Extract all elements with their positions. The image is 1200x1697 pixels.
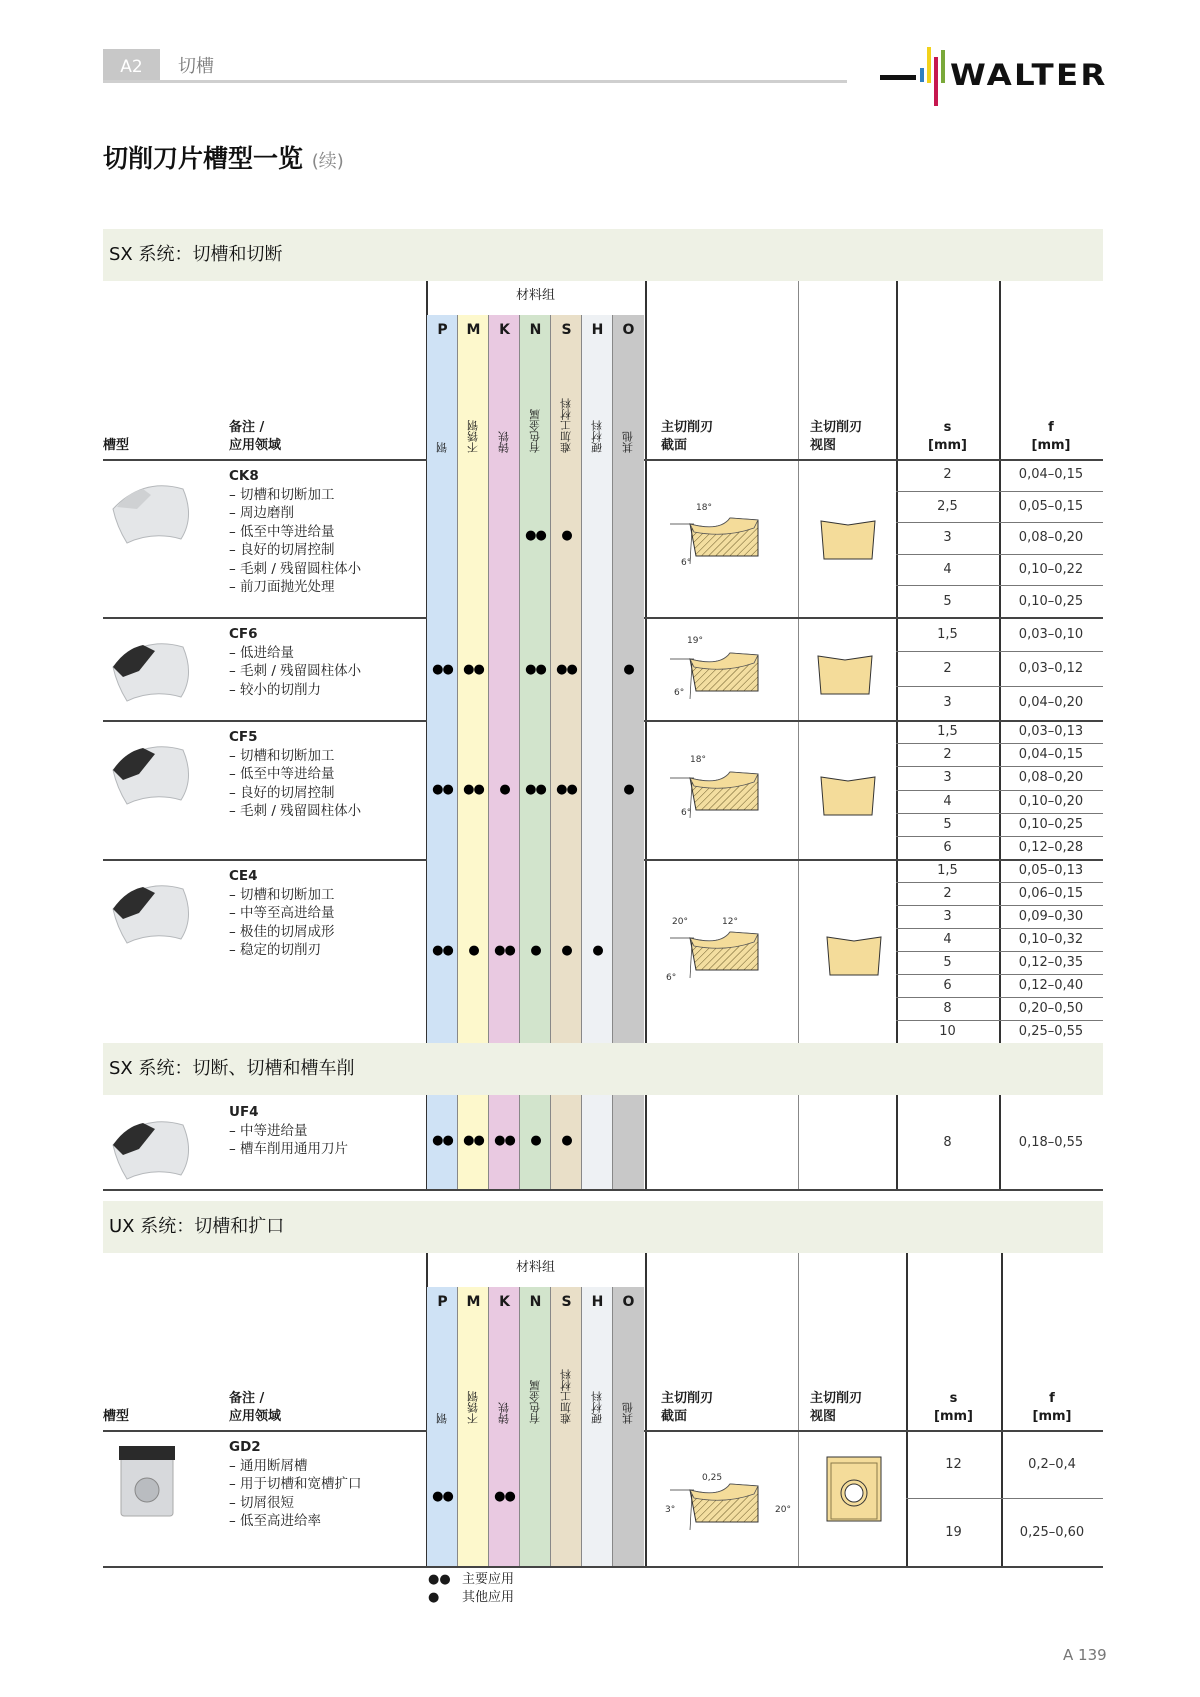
material-letter-m: M: [466, 1294, 481, 1310]
usage-dots-s: ●: [561, 528, 572, 543]
feed-f-cell: 0,03–0,13: [1018, 724, 1084, 740]
usage-dots-h: ●: [592, 943, 603, 958]
material-letter-n: N: [529, 1294, 542, 1310]
feed-f-cell: 0,04–0,15: [1018, 467, 1084, 483]
angle-label: 12°: [722, 917, 738, 927]
usage-dots-p: ●●: [432, 782, 453, 797]
col-header-view-2: 视图: [810, 438, 837, 453]
insert-description: [229, 625, 361, 699]
col-header-section-2: 截面: [661, 1409, 688, 1424]
angle-label: 6°: [674, 688, 685, 698]
usage-dots-m: ●: [468, 943, 479, 958]
col-header-s: s: [943, 420, 952, 435]
usage-dots-n: ●: [530, 943, 541, 958]
legend-item-other: ● 其他应用: [428, 1590, 515, 1605]
logo-text: WALTER: [950, 58, 1108, 92]
size-s-cell: 2: [943, 747, 952, 763]
size-s-cell: 5: [943, 955, 952, 970]
note-item: – 毛刺 / 残留圆柱体小: [229, 803, 362, 819]
material-name-h: 硬材料: [590, 420, 604, 453]
note-item: – 槽车削用通用刀片: [229, 1141, 349, 1157]
usage-dots-n: ●●: [525, 662, 546, 677]
material-name-s: 难加工材料: [559, 1369, 573, 1424]
geometry-code: UF4: [229, 1104, 259, 1120]
feed-f-cell: 0,10–0,22: [1018, 562, 1084, 578]
note-item: – 低进给量: [229, 644, 295, 661]
insert-image-cf6: [103, 627, 198, 707]
insert-description: [229, 1103, 348, 1159]
chapter-title: 切槽: [178, 56, 214, 77]
geometry-code: GD2: [229, 1439, 261, 1455]
material-group-label: 材料组: [515, 1260, 555, 1275]
col-header-view-1: 主切削刃: [810, 1391, 863, 1406]
usage-dots-s: ●●: [556, 662, 577, 677]
chapter-badge: A2: [103, 49, 160, 82]
note-item: – 低至中等进给量: [229, 766, 335, 782]
col-header-notes-1: 备注 /: [229, 1391, 265, 1406]
col-header-s-unit: [mm]: [934, 1409, 973, 1424]
material-name-n: 有色金属: [528, 1380, 542, 1424]
material-name-o: 其他: [621, 431, 635, 453]
material-name-p: 钢: [435, 1413, 449, 1424]
page-title-sub: (续): [311, 151, 344, 172]
feed-f-cell: 0,08–0,20: [1018, 770, 1084, 786]
size-s-cell: 6: [943, 839, 952, 855]
insert-image-uf4: [103, 1105, 198, 1185]
material-letter-s: S: [561, 322, 572, 338]
col-header-f: f: [1048, 420, 1054, 435]
note-item: – 稳定的切削刃: [229, 942, 322, 958]
insert-description: [229, 467, 361, 597]
usage-dots-k: ●●: [494, 943, 515, 958]
size-s-cell: 12: [945, 1456, 962, 1472]
geometry-code: CK8: [229, 468, 259, 484]
usage-dots-m: ●●: [463, 1133, 484, 1148]
page-number: A 139: [1063, 1646, 1107, 1664]
col-header-type: 槽型: [103, 1409, 130, 1424]
material-letter-p: P: [437, 1294, 448, 1310]
usage-dots-s: ●●: [556, 782, 577, 797]
section-title-ux: UX 系统：切槽和扩口: [103, 1201, 1103, 1253]
page-title-main: 切削刀片槽型一览: [103, 144, 304, 173]
material-letter-m: M: [466, 322, 481, 338]
material-name-m: 不锈钢: [466, 1391, 480, 1424]
size-s-cell: 5: [943, 816, 952, 832]
section-title-sx-grooving: SX 系统：切槽和切断: [103, 229, 1103, 281]
usage-dots-n: ●●: [525, 782, 546, 797]
note-item: – 中等至高进给量: [229, 905, 335, 921]
angle-label: 20°: [672, 917, 688, 927]
feed-f-cell: 0,12–0,28: [1018, 839, 1084, 855]
note-item: – 毛刺 / 残留圆柱体小: [229, 560, 362, 577]
material-name-o: 其他: [621, 1402, 635, 1424]
feed-f-cell: 0,05–0,13: [1018, 863, 1084, 878]
material-group-label: 材料组: [515, 288, 555, 303]
usage-dots-n: ●: [530, 1133, 541, 1148]
angle-label: 3°: [665, 1505, 676, 1515]
col-header-notes-2: 应用领域: [229, 1409, 282, 1424]
insert-image-cf5: [103, 730, 198, 810]
usage-dots-s: ●: [561, 1133, 572, 1148]
usage-dots-p: ●●: [432, 662, 453, 677]
geometry-code: CE4: [229, 868, 258, 884]
feed-f-cell: 0,12–0,40: [1018, 978, 1084, 993]
col-header-f-unit: [mm]: [1031, 438, 1071, 453]
angle-label: 20°: [775, 1505, 791, 1515]
size-s-cell: 2: [943, 886, 952, 901]
insert-description: [229, 867, 335, 960]
col-header-section-1: 主切削刃: [661, 1391, 714, 1406]
angle-label: 6°: [681, 808, 692, 818]
size-s-cell: 1,5: [937, 724, 958, 740]
material-letter-o: O: [622, 322, 635, 338]
feed-f-cell: 0,03–0,10: [1018, 626, 1084, 642]
insert-image-gd2: [103, 1440, 198, 1520]
col-header-f-unit: [mm]: [1032, 1409, 1072, 1424]
material-letter-p: P: [437, 322, 448, 338]
feed-f-cell: 0,12–0,35: [1018, 955, 1084, 970]
note-item: – 极佳的切屑成形: [229, 923, 335, 940]
usage-dots-p: ●●: [432, 1489, 453, 1504]
feed-f-cell: 0,10–0,32: [1018, 932, 1084, 947]
usage-dots-p: ●●: [432, 1133, 453, 1148]
section-title-sx-parting: SX 系统：切断、切槽和槽车削: [103, 1043, 1103, 1095]
note-item: – 用于切槽和宽槽扩口: [229, 1476, 362, 1492]
col-header-view-2: 视图: [810, 1409, 837, 1424]
angle-label: 19°: [687, 636, 703, 646]
page-title: [103, 139, 344, 175]
col-header-s: s: [949, 1391, 958, 1406]
feed-f-cell: 0,2–0,4: [1028, 1456, 1076, 1472]
note-item: – 切槽和切断加工: [229, 886, 335, 903]
legend: [428, 1571, 514, 1607]
size-s-cell: 5: [943, 593, 952, 609]
material-name-k: 铸铁: [497, 1402, 511, 1424]
material-name-s: 难加工材料: [559, 398, 573, 453]
col-header-notes-2: 应用领域: [229, 438, 282, 453]
size-s-cell: 8: [943, 1134, 952, 1150]
note-item: – 低至高进给率: [229, 1513, 322, 1529]
size-s-cell: 3: [943, 530, 952, 546]
material-letter-s: S: [561, 1294, 572, 1310]
feed-f-cell: 0,09–0,30: [1018, 909, 1084, 924]
size-s-cell: 4: [943, 793, 952, 809]
col-header-type: 槽型: [103, 438, 130, 453]
legend-item-main: ●● 主要应用: [428, 1572, 515, 1587]
angle-label: 6°: [681, 558, 692, 568]
col-header-view-1: 主切削刃: [810, 420, 863, 435]
geometry-code: CF5: [229, 729, 258, 745]
col-header-notes-1: 备注 /: [229, 420, 265, 435]
insert-image-ce4: [103, 869, 198, 949]
size-s-cell: 1,5: [937, 863, 958, 878]
note-item: – 通用断屑槽: [229, 1457, 308, 1474]
size-s-cell: 8: [943, 1001, 952, 1016]
note-item: – 切槽和切断加工: [229, 747, 335, 764]
feed-f-cell: 0,10–0,25: [1018, 593, 1084, 609]
size-s-cell: 2: [943, 660, 952, 676]
angle-label: 6°: [666, 973, 677, 983]
feed-f-cell: 0,08–0,20: [1018, 530, 1084, 546]
size-s-cell: 1,5: [937, 626, 958, 642]
usage-dots-n: ●●: [525, 528, 546, 543]
size-s-cell: 3: [943, 770, 952, 786]
material-letter-h: H: [591, 1294, 604, 1310]
note-item: – 中等进给量: [229, 1122, 308, 1139]
angle-label: 0,25: [702, 1473, 723, 1483]
feed-f-cell: 0,03–0,12: [1018, 660, 1084, 676]
note-item: – 较小的切削力: [229, 681, 322, 698]
note-item: – 毛刺 / 残留圆柱体小: [229, 663, 362, 679]
feed-f-cell: 0,04–0,15: [1018, 747, 1084, 763]
size-s-cell: 2,5: [937, 498, 958, 514]
insert-image-ck8: [103, 469, 198, 549]
feed-f-cell: 0,04–0,20: [1018, 695, 1084, 711]
col-header-section-1: 主切削刃: [661, 420, 714, 435]
note-item: – 切屑很短: [229, 1494, 295, 1511]
material-letter-h: H: [591, 322, 604, 338]
usage-dots-o: ●: [623, 662, 634, 677]
feed-f-cell: 0,25–0,60: [1019, 1524, 1085, 1540]
note-item: – 良好的切屑控制: [229, 784, 335, 801]
note-item: – 低至中等进给量: [229, 523, 335, 540]
material-name-k: 铸铁: [497, 431, 511, 453]
col-header-f: f: [1049, 1391, 1055, 1406]
usage-dots-o: ●: [623, 782, 634, 797]
feed-f-cell: 0,05–0,15: [1018, 498, 1084, 514]
size-s-cell: 2: [943, 467, 952, 483]
feed-f-cell: 0,20–0,50: [1018, 1001, 1084, 1016]
size-s-cell: 3: [943, 695, 952, 711]
material-name-p: 钢: [435, 442, 449, 453]
usage-dots-p: ●●: [432, 943, 453, 958]
material-name-n: 有色金属: [528, 409, 542, 453]
usage-dots-k: ●●: [494, 1133, 515, 1148]
material-name-h: 硬材料: [590, 1391, 604, 1424]
material-name-m: 不锈钢: [466, 420, 480, 453]
note-item: – 切槽和切断加工: [229, 486, 335, 503]
size-s-cell: 3: [943, 909, 952, 924]
material-letter-k: K: [499, 1294, 510, 1310]
size-s-cell: 4: [943, 562, 952, 578]
insert-description: [229, 728, 361, 821]
feed-f-cell: 0,10–0,20: [1018, 793, 1084, 809]
col-header-section-2: 截面: [661, 438, 688, 453]
usage-dots-k: ●: [499, 782, 510, 797]
angle-label: 18°: [696, 503, 712, 513]
angle-label: 18°: [690, 755, 706, 765]
insert-description: [229, 1438, 362, 1531]
material-letter-k: K: [499, 322, 510, 338]
note-item: – 良好的切屑控制: [229, 542, 335, 558]
header-divider: [103, 80, 847, 83]
usage-dots-m: ●●: [463, 662, 484, 677]
feed-f-cell: 0,10–0,25: [1018, 816, 1084, 832]
note-item: – 前刀面抛光处理: [229, 579, 335, 595]
col-header-s-unit: [mm]: [928, 438, 967, 453]
material-letter-o: O: [622, 1294, 635, 1310]
size-s-cell: 6: [943, 978, 952, 993]
feed-f-cell: 0,25–0,55: [1018, 1024, 1084, 1039]
size-s-cell: 4: [943, 932, 952, 947]
walter-logo: [878, 44, 1108, 104]
usage-dots-s: ●: [561, 943, 572, 958]
note-item: – 周边磨削: [229, 505, 295, 521]
geometry-code: CF6: [229, 626, 258, 642]
feed-f-cell: 0,06–0,15: [1018, 886, 1084, 901]
usage-dots-m: ●●: [463, 782, 484, 797]
feed-f-cell: 0,18–0,55: [1018, 1134, 1084, 1150]
size-s-cell: 10: [939, 1024, 956, 1039]
material-letter-n: N: [529, 322, 542, 338]
usage-dots-k: ●●: [494, 1489, 515, 1504]
size-s-cell: 19: [945, 1524, 962, 1540]
